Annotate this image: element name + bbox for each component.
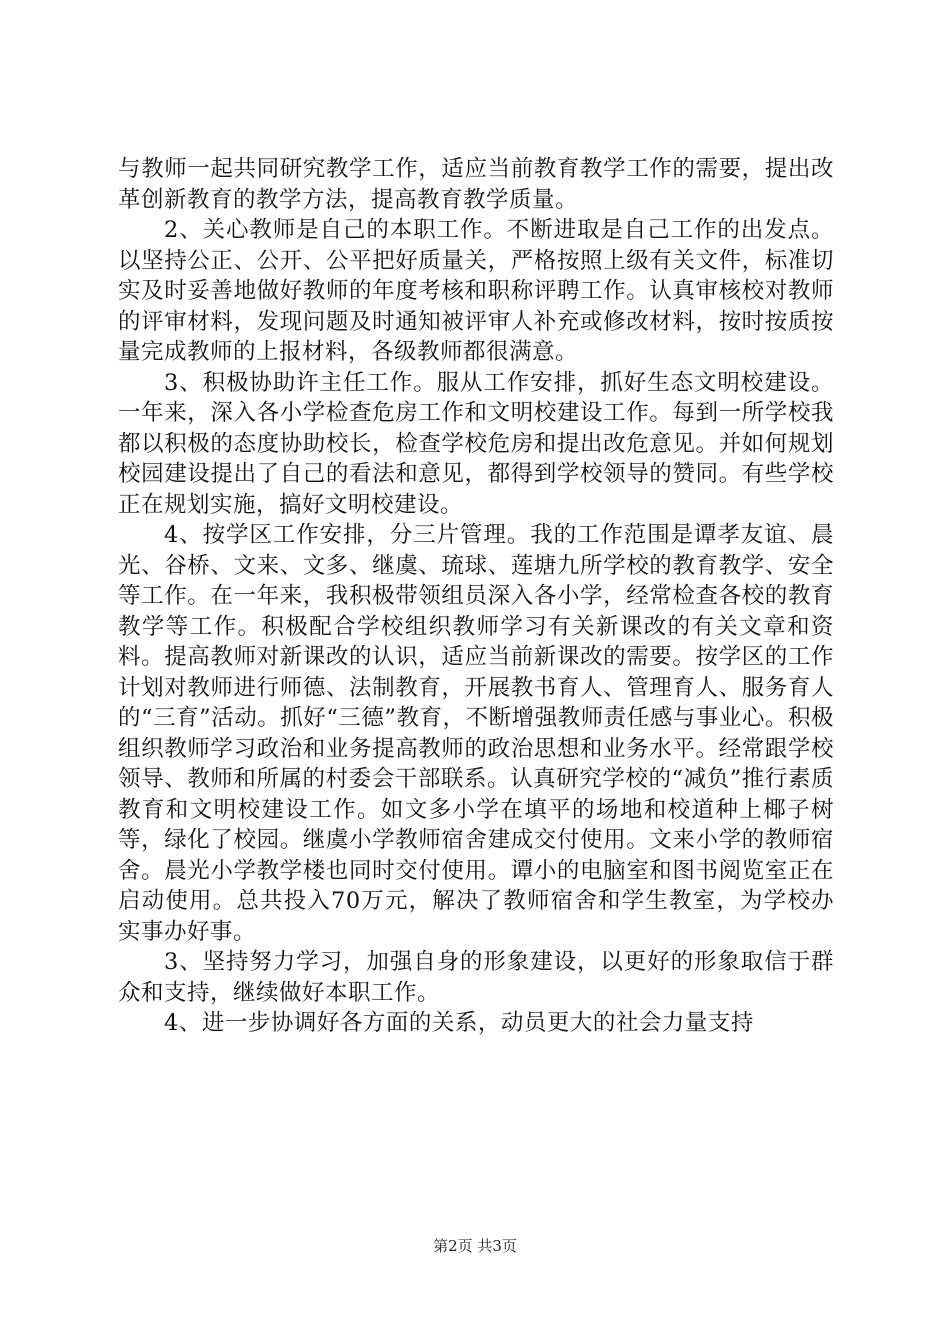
- paragraph-item-4-second: 4、进一步协调好各方面的关系，动员更大的社会力量支持: [164, 1010, 754, 1036]
- document-body: [118, 154, 834, 1039]
- paragraph-item-3-second: 3、坚持努力学习，加强自身的形象建设，以更好的形象取信于群众和支持，继续做好本职工作。: [118, 949, 834, 1006]
- paragraph-item-2: 2、关心教师是自己的本职工作。不断进取是自己工作的出发点。以坚持公正、公开、公平把好质量关，严格按照上级有关文件，标准切实及时妥善地做好教师的年度考核和职称评聘工作。认真审核校对教师的评审材料，发现问题及时通知被评审人补充或修改材料，按时按质按量完成教师的上报材料，各级教师都很满意。: [118, 217, 834, 365]
- paragraph-item-4: 4、按学区工作安排，分三片管理。我的工作范围是谭孝友谊、晨光、谷桥、文来、文多、继虞、琉球、莲塘九所学校的教育教学、安全等工作。在一年来，我积极带领组员深入各小学，经常检查各校的教育教学等工作。积极配合学校组织教师学习有关新课改的有关文章和资料。提高教师对新课改的认识，适应当前新课改的需要。按学区的工作计划对教师进行师德、法制教育，开展教书育人、管理育人、服务育人的“三育”活动。抓好“三德”教育，不断增强教师责任感与事业心。积极组织教师学习政治和业务提高教师的政治思想和业务水平。经常跟学校领导、教师和所属的村委会干部联系。认真研究学校的“减负”推行素质教育和文明校建设工作。如文多小学在填平的场地和校道种上椰子树等，绿化了校园。继虞小学教师宿舍建成交付使用。文来小学的教师宿舍。晨光小学教学楼也同时交付使用。谭小的电脑室和图书阅览室正在启动使用。总共投入70万元，解决了教师宿舍和学生教室，为学校办实事办好事。: [118, 522, 834, 945]
- page-footer: 第2页 共3页: [433, 1237, 517, 1255]
- paragraph-continuation: 与教师一起共同研究教学工作，适应当前教育教学工作的需要，提出改革创新教育的教学方法，提高教育教学质量。: [118, 156, 834, 213]
- paragraph-item-3: 3、积极协助许主任工作。服从工作安排，抓好生态文明校建设。一年来，深入各小学检查危房工作和文明校建设工作。每到一所学校我都以积极的态度协助校长，检查学校危房和提出改危意见。并如何规划校园建设提出了自己的看法和意见，都得到学校领导的赞同。有些学校正在规划实施，搞好文明校建设。: [118, 369, 834, 518]
